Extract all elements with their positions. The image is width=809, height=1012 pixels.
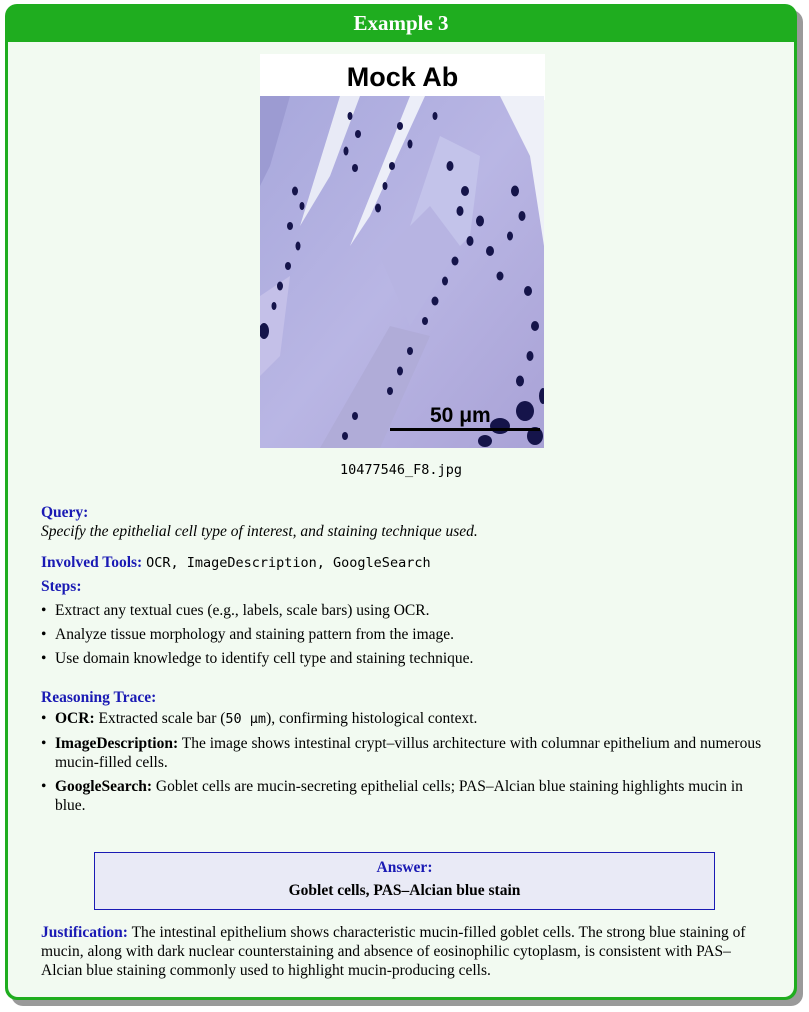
steps-label: Steps:	[41, 578, 82, 595]
justification-section	[41, 923, 771, 980]
card-body	[8, 42, 794, 997]
answer-box	[94, 852, 715, 910]
card-title: Example 3	[353, 11, 449, 35]
reasoning-tool-name: ImageDescription:	[55, 735, 179, 752]
reasoning-tool-name: GoogleSearch:	[55, 778, 153, 795]
reasoning-tool-name: OCR:	[55, 710, 95, 727]
step-item: • Use domain knowledge to identify cell type and staining technique.	[41, 649, 771, 668]
micrograph-image	[260, 96, 544, 448]
answer-text: Goblet cells, PAS–Alcian blue stain	[288, 882, 521, 899]
steps-section	[41, 577, 771, 673]
step-item: • Extract any textual cues (e.g., labels, scale bars) using OCR.	[41, 601, 771, 620]
justification-label: Justification:	[41, 924, 128, 941]
answer-label: Answer:	[376, 859, 433, 876]
query-text: Specify the epithelial cell type of interest, and staining technique used.	[41, 523, 478, 540]
reasoning-list	[41, 709, 771, 815]
steps-list	[41, 601, 771, 668]
tools-section	[41, 553, 771, 573]
example-card	[5, 4, 797, 1000]
reasoning-label: Reasoning Trace:	[41, 689, 157, 706]
step-item: • Analyze tissue morphology and staining pattern from the image.	[41, 625, 771, 644]
figure-title: Mock Ab	[260, 54, 545, 100]
reasoning-item-ocr: • OCR: Extracted scale bar (50 µm), confirming histological context.	[41, 709, 771, 729]
justification-text: The intestinal epithelium shows characteristic mucin-filled goblet cells. The strong blue staining of mucin, along with dark nuclear counterstaining and absence of eosinophilic cytoplasm, is consistent with PAS–Alcian blue staining commonly used to highlight mucin-producing cells.	[41, 924, 746, 979]
scale-bar-label: 50 μm	[430, 404, 491, 427]
scale-bar-code: 50 µm	[225, 711, 267, 727]
reasoning-item-googlesearch: • GoogleSearch: Goblet cells are mucin-secreting epithelial cells; PAS–Alcian blue staining highlights mucin in blue.	[41, 777, 771, 815]
figure-caption: 10477546_F8.jpg	[340, 462, 462, 478]
query-section	[41, 503, 771, 541]
query-label: Query:	[41, 504, 89, 521]
tools-list: OCR, ImageDescription, GoogleSearch	[146, 555, 431, 571]
reasoning-item-imagedescription: • ImageDescription: The image shows intestinal crypt–villus architecture with columnar epithelium and numerous mucin-filled cells.	[41, 734, 771, 772]
reasoning-section	[41, 688, 771, 820]
tools-label: Involved Tools:	[41, 554, 143, 571]
